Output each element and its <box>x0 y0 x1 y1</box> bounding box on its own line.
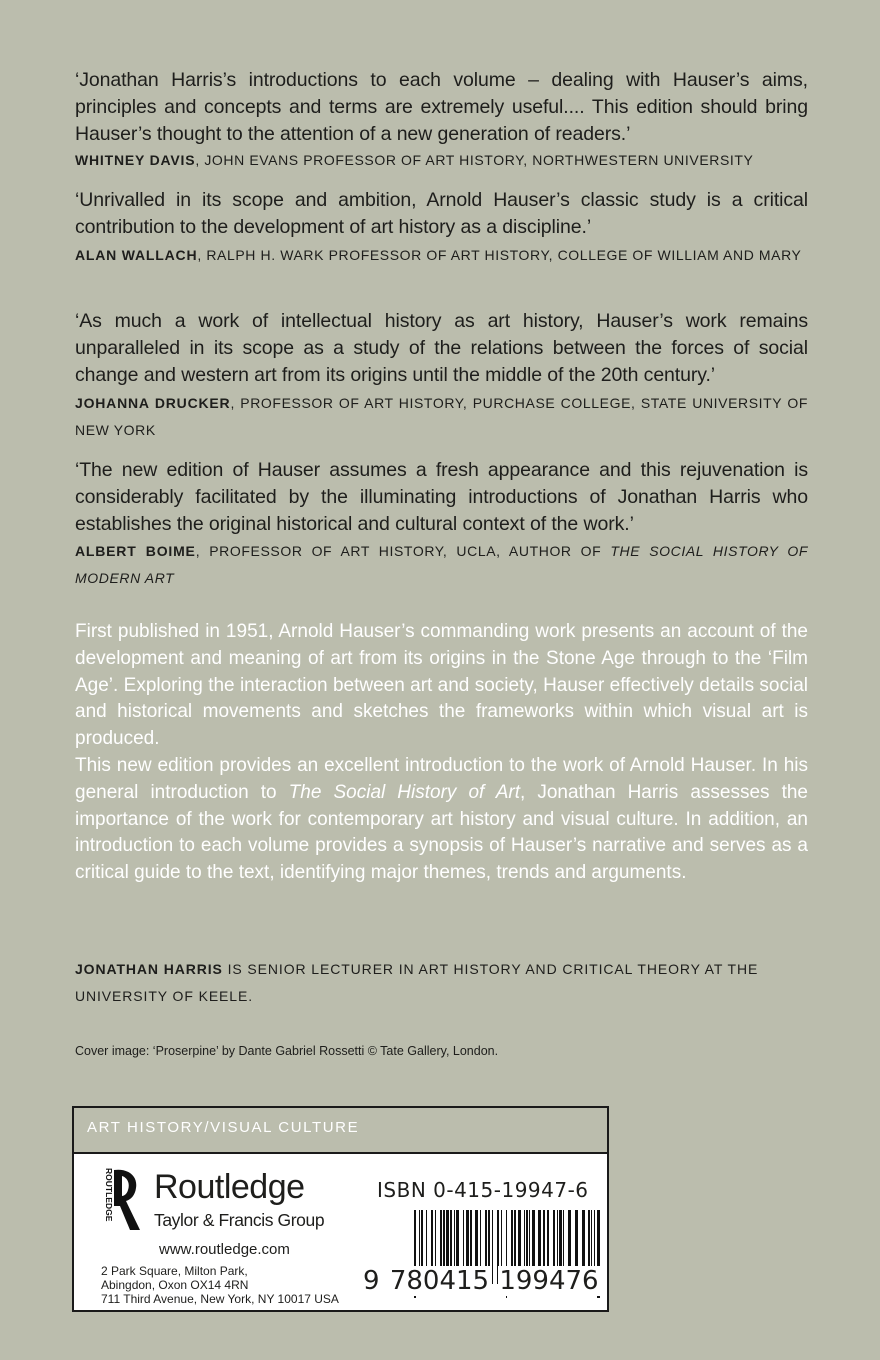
description-paragraph-2 <box>75 753 808 887</box>
reviewer-name: ALBERT BOIME <box>75 543 196 559</box>
review-quote-1: ‘Jonathan Harris’s introductions to each volume – dealing with Hauser’s aims, principles and concepts and terms are extremely useful.... This edition should bring Hauser’s thought to the attention of a new generation of readers.’ <box>75 69 808 145</box>
publisher-box <box>72 1106 609 1312</box>
review-quote-3: ‘As much a work of intellectual history as art history, Hauser’s work remains unparalleled in its scope as a study of the relations between the forces of social change and western art from its origins until the middle of the 20th century.’ <box>75 310 808 386</box>
reviewer-title: , JOHN EVANS PROFESSOR OF ART HISTORY, NORTHWESTERN UNIVERSITY <box>195 152 754 168</box>
ean-left-group: 780415 <box>389 1266 490 1296</box>
ean-number <box>362 1266 600 1296</box>
author-name: JONATHAN HARRIS <box>75 961 223 977</box>
isbn: ISBN 0-415-19947-6 <box>377 1178 589 1202</box>
review-attribution-1 <box>75 147 808 174</box>
publisher-info <box>74 1154 607 1310</box>
ean-right-group: 199476 <box>499 1266 599 1296</box>
reviewer-name: JOHANNA DRUCKER <box>75 395 231 411</box>
publisher-website[interactable]: www.routledge.com <box>159 1241 290 1258</box>
routledge-logo-icon <box>100 1168 142 1232</box>
description-paragraph-1: First published in 1951, Arnold Hauser’s commanding work presents an account of the development and meaning of art from its origins in the Stone Age through to the ‘Film Age’. Exploring the interaction between art and society, Hauser effectively details social and historical movements and sketches the frameworks within which visual art is produced. <box>75 621 808 750</box>
category-label: ART HISTORY/VISUAL CULTURE <box>74 1108 607 1154</box>
publisher-name: Routledge <box>154 1168 305 1206</box>
publisher-group: Taylor & Francis Group <box>154 1210 325 1230</box>
author-bio-text: IS SENIOR LECTURER IN ART HISTORY AND CRITICAL THEORY AT THE UNIVERSITY OF KEELE. <box>75 961 759 1004</box>
reviewer-book-title: THE SOCIAL HISTORY OF MODERN ART <box>75 543 809 586</box>
ean-first-digit: 9 <box>363 1266 380 1296</box>
reviewer-name: WHITNEY DAVIS <box>75 152 196 168</box>
cover-credit: Cover image: ‘Proserpine’ by Dante Gabriel Rossetti © Tate Gallery, London. <box>75 1044 499 1058</box>
svg-text:ROUTLEDGE: ROUTLEDGE <box>104 1168 114 1222</box>
review-attribution-4 <box>75 538 808 592</box>
reviewer-title: , PROFESSOR OF ART HISTORY, UCLA, AUTHOR OF <box>195 543 611 559</box>
text: , Jonathan Harris assesses the importance of the work for contemporary art history and visual culture. In addition, an introduction to each volume provides a synopsis of Hauser’s narrative and serves as a critical guide to the text, identifying major themes, trends and arguments. <box>75 781 809 884</box>
review-attribution-2 <box>75 242 808 269</box>
review-quote-2: ‘Unrivalled in its scope and ambition, Arnold Hauser’s classic study is a critical contribution to the development of art history as a discipline.’ <box>75 189 808 238</box>
author-bio <box>75 956 808 1010</box>
reviewer-title: , PROFESSOR OF ART HISTORY, PURCHASE COLLEGE, STATE UNIVERSITY OF NEW YORK <box>75 395 808 438</box>
review-attribution-3 <box>75 390 808 444</box>
publisher-address <box>101 1264 339 1306</box>
reviewer-title: , RALPH H. WARK PROFESSOR OF ART HISTORY, COLLEGE OF WILLIAM AND MARY <box>197 247 802 263</box>
book-title: The Social History of Art <box>288 781 520 803</box>
reviewer-name: ALAN WALLACH <box>75 247 198 263</box>
address-line: 711 Third Avenue, New York, NY 10017 USA <box>101 1292 339 1306</box>
review-quote-4: ‘The new edition of Hauser assumes a fresh appearance and this rejuvenation is considerably facilitated by the illuminating introductions of Jonathan Harris who establishes the original historical and cultural context of the work.’ <box>75 459 808 535</box>
address-line: 2 Park Square, Milton Park, <box>101 1264 248 1278</box>
text: This new edition provides an excellent introduction to the work of Arnold Hauser. In his general introduction to <box>75 755 808 803</box>
address-line: Abingdon, Oxon OX14 4RN <box>101 1278 249 1292</box>
